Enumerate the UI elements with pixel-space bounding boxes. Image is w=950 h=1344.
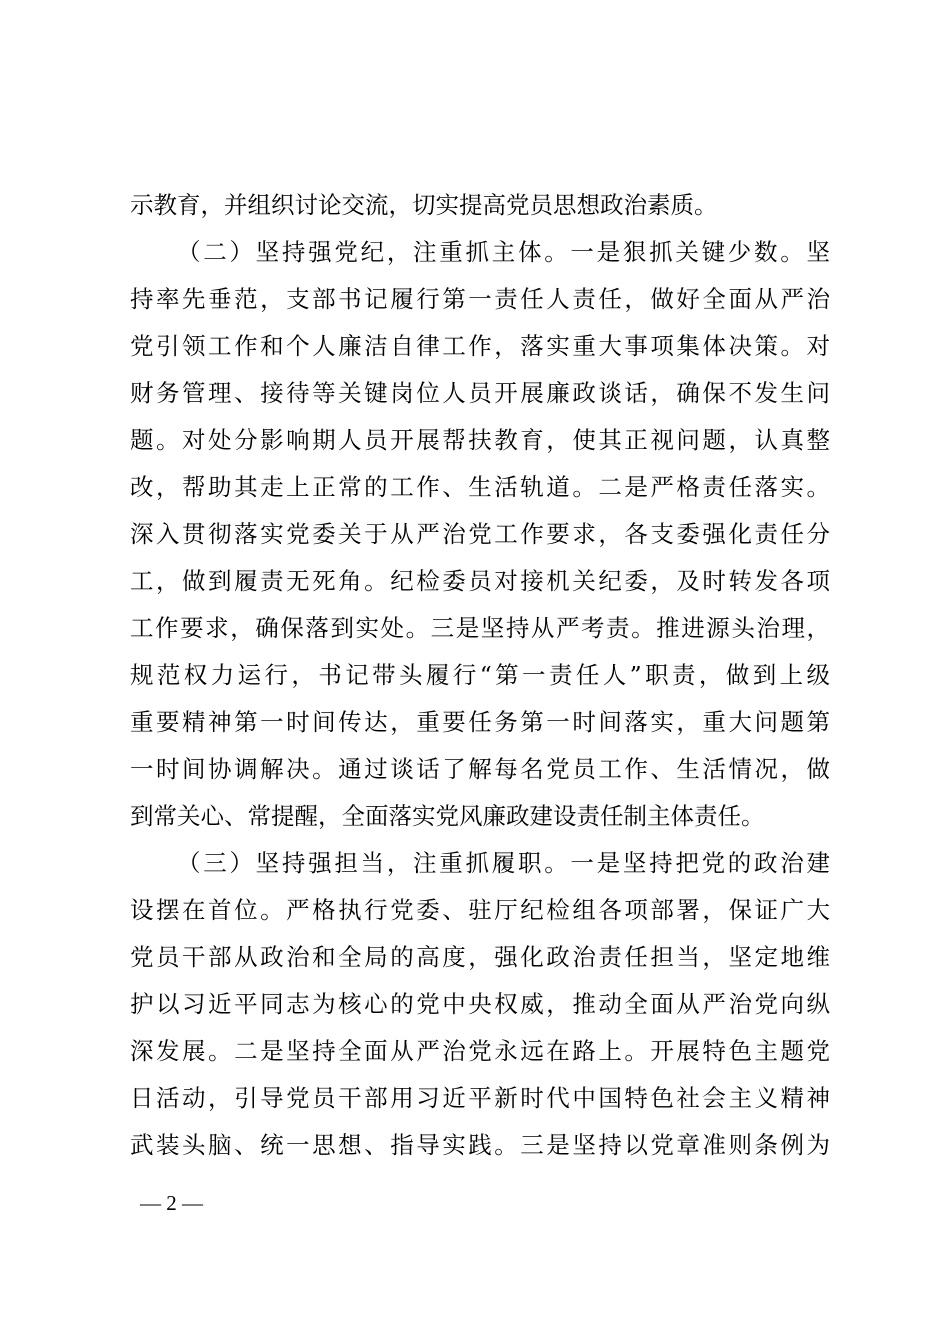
text-line: （三）坚持强担当，注重抓履职。一是坚持把党的政治建 bbox=[177, 849, 830, 877]
text-line: 日活动，引导党员干部用习近平新时代中国特色社会主义精神 bbox=[130, 1084, 830, 1112]
text-line: 工作要求，确保落到实处。三是坚持从严考责。推进源头治理， bbox=[130, 614, 830, 642]
text-line: 题。对处分影响期人员开展帮扶教育，使其正视问题，认真整 bbox=[130, 426, 830, 454]
text-line: 深发展。二是坚持全面从严治党永远在路上。开展特色主题党 bbox=[130, 1037, 830, 1065]
text-line: 示教育，并组织讨论交流，切实提高党员思想政治素质。 bbox=[130, 191, 718, 219]
text-line: 深入贯彻落实党委关于从严治党工作要求，各支委强化责任分 bbox=[130, 520, 830, 548]
text-line: 设摆在首位。严格执行党委、驻厅纪检组各项部署，保证广大 bbox=[130, 896, 830, 924]
text-line: 改，帮助其走上正常的工作、生活轨道。二是严格责任落实。 bbox=[130, 473, 830, 501]
text-line: 一时间协调解决。通过谈话了解每名党员工作、生活情况，做 bbox=[130, 755, 830, 783]
text-line: 持率先垂范，支部书记履行第一责任人责任，做好全面从严治 bbox=[130, 285, 830, 313]
text-line: 武装头脑、统一思想、指导实践。三是坚持以党章准则条例为 bbox=[130, 1131, 830, 1159]
text-line: 重要精神第一时间传达，重要任务第一时间落实，重大问题第 bbox=[130, 708, 830, 736]
text-line: （二）坚持强党纪，注重抓主体。一是狠抓关键少数。坚 bbox=[177, 238, 830, 266]
text-line: 党引领工作和个人廉洁自律工作，落实重大事项集体决策。对 bbox=[130, 332, 830, 360]
page-number: — 2 — bbox=[140, 1191, 203, 1215]
text-line: 到常关心、常提醒，全面落实党风廉政建设责任制主体责任。 bbox=[130, 802, 765, 830]
text-line: 党员干部从政治和全局的高度，强化政治责任担当，坚定地维 bbox=[130, 943, 830, 971]
text-line: 工，做到履责无死角。纪检委员对接机关纪委，及时转发各项 bbox=[130, 567, 830, 595]
text-line: 财务管理、接待等关键岗位人员开展廉政谈话，确保不发生问 bbox=[130, 379, 830, 407]
text-line: 护以习近平同志为核心的党中央权威，推动全面从严治党向纵 bbox=[130, 990, 830, 1018]
text-line: 规范权力运行，书记带头履行“第一责任人”职责，做到上级 bbox=[130, 661, 830, 689]
